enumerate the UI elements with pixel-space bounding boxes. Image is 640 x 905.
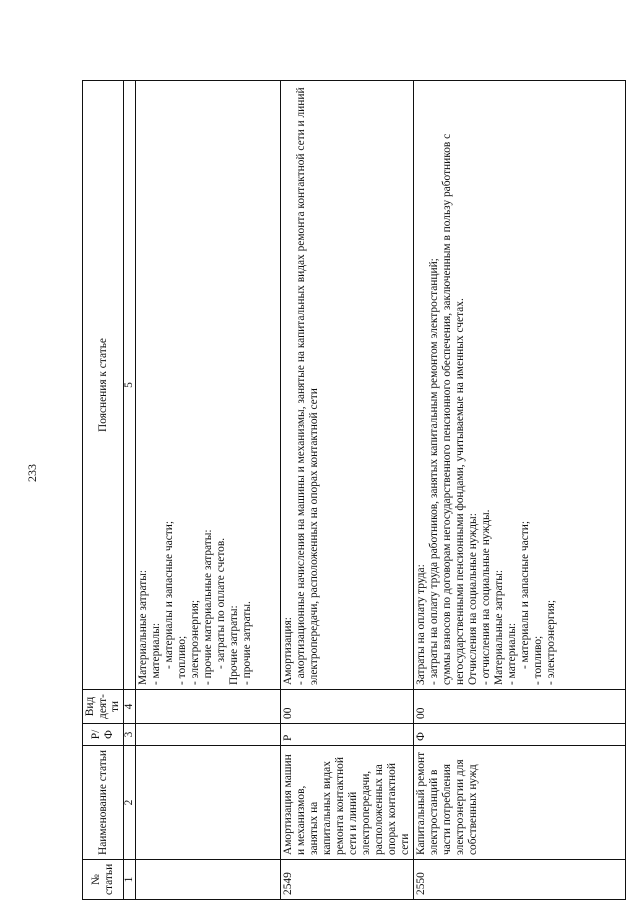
explanation-line: - амортизационные начисления на машины и механизмы, занятые на капитальных видах ремонта контактной сети и линий электропередачи, расположенных на опорах контактной сети bbox=[294, 87, 320, 685]
explanation-line: - отчисления на социальные нужды. bbox=[479, 509, 492, 685]
explanation-line: Амортизация: bbox=[281, 617, 294, 685]
explanation-line: - электроэнергия; bbox=[544, 599, 557, 685]
explanation-line: - материалы и запасные части; bbox=[162, 521, 175, 669]
explanation-line: Материальные затраты: bbox=[492, 569, 505, 685]
explanation-line: Прочие затраты: bbox=[227, 605, 240, 685]
item-activity-kind: 00 bbox=[280, 690, 413, 724]
item-rf bbox=[135, 724, 280, 746]
item-rf: Ф bbox=[413, 724, 626, 746]
cost-items-table bbox=[82, 80, 626, 900]
explanation-line: - затраты по оплате счетов. bbox=[214, 537, 227, 669]
table-row bbox=[413, 81, 626, 900]
explanation-line: суммы взносов по договорам негосударственного пенсионного обеспечения, заключенным в пользу работников с негосударственными пенсионными фондами, учитываемые на именных счетах. bbox=[440, 133, 466, 685]
explanation-line: - прочие материальные затраты: bbox=[201, 529, 214, 685]
explanation-line: - прочие затраты. bbox=[240, 601, 253, 685]
item-activity-kind: 00 bbox=[413, 690, 626, 724]
column-number: 2 bbox=[123, 746, 135, 860]
column-numbers-row bbox=[123, 81, 135, 900]
item-number bbox=[135, 860, 280, 900]
item-rf: Р bbox=[280, 724, 413, 746]
explanation-line: - материалы: bbox=[149, 622, 162, 685]
column-number: 4 bbox=[123, 690, 135, 724]
table-header-row bbox=[83, 81, 124, 900]
column-number: 5 bbox=[123, 81, 135, 690]
rotated-page bbox=[82, 80, 626, 900]
item-name: Капитальный ремонт электростанций в части потребления электроэнергии для собственных нужд bbox=[413, 746, 626, 860]
item-explanation bbox=[413, 81, 626, 690]
table-row bbox=[135, 81, 280, 900]
header-explanation: Пояснения к статье bbox=[83, 81, 124, 690]
item-number: 2549 bbox=[280, 860, 413, 900]
explanation-line: - топливо; bbox=[175, 635, 188, 685]
explanation-line: - материалы: bbox=[505, 622, 518, 685]
column-number: 3 bbox=[123, 724, 135, 746]
item-number: 2550 bbox=[413, 860, 626, 900]
item-name bbox=[135, 746, 280, 860]
explanation-line: Материальные затраты: bbox=[136, 569, 149, 685]
explanation-line: - топливо; bbox=[531, 635, 544, 685]
item-explanation bbox=[280, 81, 413, 690]
header-activity-kind: Вид деят-ти bbox=[83, 690, 124, 724]
item-name: Амортизация машин и механизмов, занятых на капитальных видах ремонта контактной сети и линий электропередачи, расположенных на опорах контактной сети bbox=[280, 746, 413, 860]
table-row bbox=[280, 81, 413, 900]
header-item-number: № статьи bbox=[83, 860, 124, 900]
explanation-line: - материалы и запасные части; bbox=[518, 521, 531, 669]
item-activity-kind bbox=[135, 690, 280, 724]
page-number: 233 bbox=[25, 464, 39, 482]
header-rf: Р/ Ф bbox=[83, 724, 124, 746]
explanation-line: Затраты на оплату труда: bbox=[414, 564, 427, 685]
item-explanation bbox=[135, 81, 280, 690]
explanation-line: - затраты на оплату труда работников, занятых капитальным ремонтом электростанций; bbox=[427, 258, 440, 685]
header-item-name: Наименование статьи bbox=[83, 746, 124, 860]
column-number: 1 bbox=[123, 860, 135, 900]
explanation-line: Отчисления на социальные нужды: bbox=[466, 513, 479, 685]
explanation-line: - электроэнергия; bbox=[188, 599, 201, 685]
